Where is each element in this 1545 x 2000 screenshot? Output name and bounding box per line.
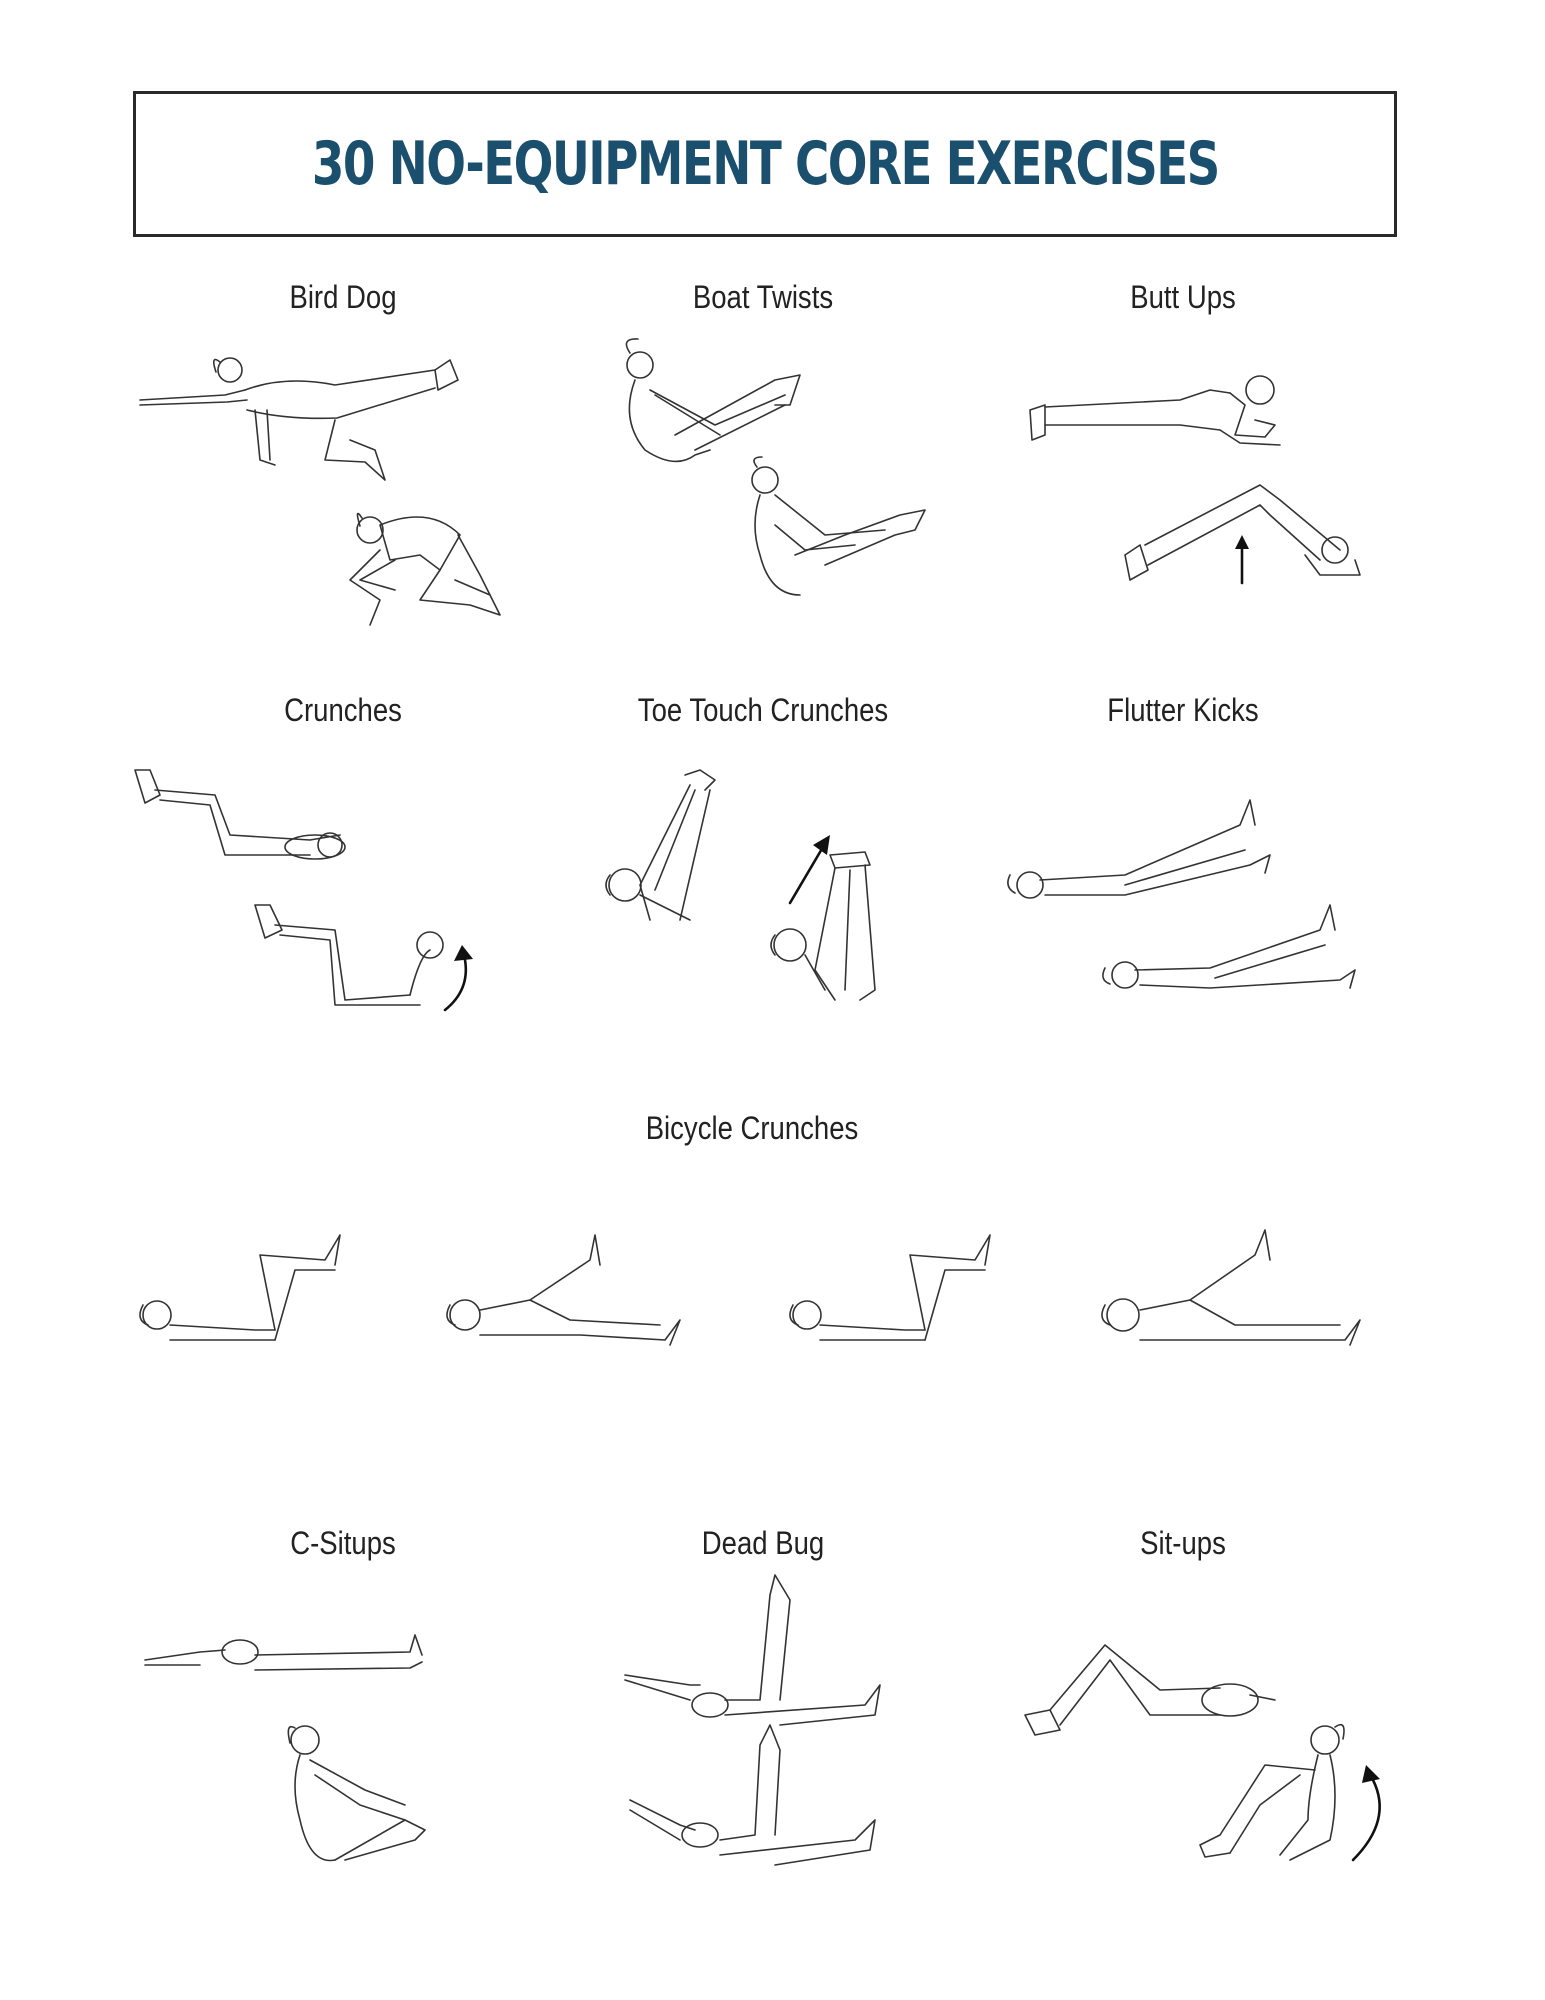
- crunches-figure-up: [250, 900, 450, 1015]
- dead-bug-figure-1: [620, 1575, 885, 1730]
- bicycle-crunches-figure-1: [135, 1230, 345, 1350]
- exercise-label-boat-twists: Boat Twists: [692, 279, 834, 315]
- flutter-kicks-figure-1: [1005, 795, 1280, 905]
- flutter-kicks-figure-2: [1100, 900, 1365, 1000]
- bicycle-crunches-figure-2: [440, 1230, 685, 1350]
- c-situps-figure-lying: [140, 1630, 425, 1685]
- toe-touch-up-arrow-icon: [785, 835, 835, 905]
- bird-dog-figure-extended: [135, 350, 465, 485]
- exercise-label-sit-ups: Sit-ups: [1140, 1525, 1226, 1561]
- exercise-label-dead-bug: Dead Bug: [701, 1525, 825, 1561]
- crunches-curved-arrow-icon: [440, 945, 480, 1015]
- crunches-figure-down: [130, 765, 350, 880]
- sit-ups-curved-arrow-icon: [1348, 1765, 1398, 1865]
- exercise-label-bicycle-crunches: Bicycle Crunches: [645, 1110, 859, 1146]
- toe-touch-crunches-figure-1: [600, 770, 745, 925]
- exercise-label-toe-touch-crunches: Toe Touch Crunches: [637, 692, 889, 728]
- exercise-label-flutter-kicks: Flutter Kicks: [1107, 692, 1259, 728]
- title-box: [133, 91, 1397, 237]
- bird-dog-figure-tucked: [340, 500, 510, 630]
- butt-ups-up-arrow-icon: [1232, 535, 1252, 585]
- exercise-label-butt-ups: Butt Ups: [1130, 279, 1236, 315]
- c-situps-figure-seated: [285, 1720, 435, 1865]
- dead-bug-figure-2: [625, 1725, 880, 1870]
- exercise-label-c-situps: C-Situps: [290, 1525, 396, 1561]
- exercise-label-crunches: Crunches: [284, 692, 402, 728]
- bicycle-crunches-figure-3: [785, 1230, 995, 1350]
- bicycle-crunches-figure-4: [1095, 1225, 1365, 1355]
- butt-ups-figure-plank: [1020, 365, 1285, 460]
- page-title: 30 NO-EQUIPMENT CORE EXERCISES: [311, 129, 1219, 199]
- boat-twists-figure-2: [735, 455, 930, 605]
- exercise-label-bird-dog: Bird Dog: [289, 279, 397, 315]
